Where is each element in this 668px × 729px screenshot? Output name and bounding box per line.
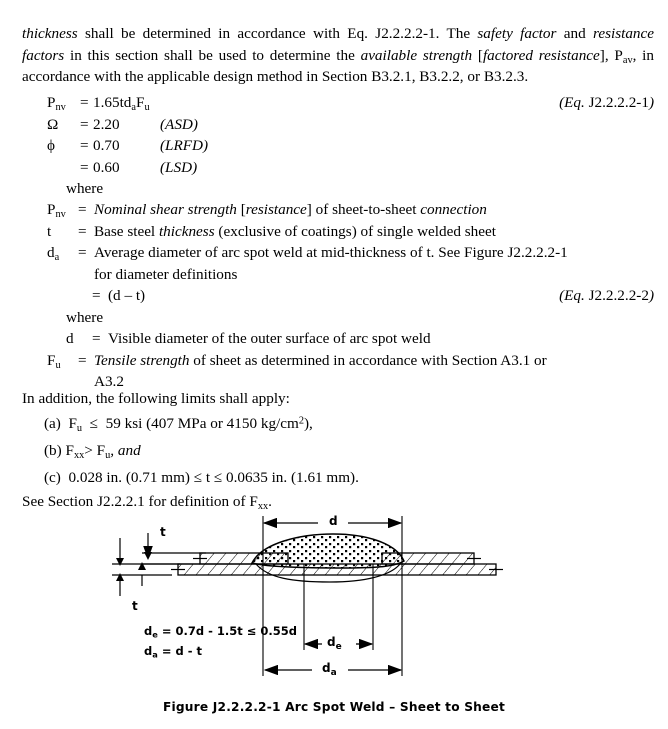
equation-method-lrfd: (LRFD) [160, 137, 209, 154]
definition-equals-da: = [78, 244, 87, 261]
paragraph-seg-9: ], P [599, 46, 623, 64]
paragraph-seg-safety-factor: safety factor [477, 25, 557, 43]
equation-row-asd [0, 114, 668, 136]
paragraph-seg-11: , in accordance with the applicable design method in Section B3.2.1, B3.2.2, or B3.2.3. [22, 46, 654, 86]
definition-row-da [0, 242, 668, 264]
limits-lead-in-row [0, 388, 668, 410]
equation-secondary-expression: (d – t) [108, 287, 146, 304]
thickness-marker-bottom [112, 538, 180, 596]
equation-row-lrfd [0, 135, 668, 157]
equation-main-number: (Eq. J2.2.2.2-1) [559, 94, 654, 111]
where-nested-label: where [66, 308, 104, 326]
figure-arc-spot-weld [0, 500, 668, 729]
definition-equals-pnv: = [78, 201, 87, 218]
limits-lead-in: In addition, the following limits shall apply: [22, 390, 290, 407]
limits-item-a [0, 410, 668, 437]
equation-symbol-phi: ϕ [47, 137, 55, 154]
definition-equals-d: = [92, 330, 101, 347]
figure-caption: Figure J2.2.2.2-1 Arc Spot Weld – Sheet to Sheet [162, 700, 506, 714]
equation-method-asd: (ASD) [160, 115, 198, 133]
definition-continuation-text-fu: A3.2 [94, 373, 124, 390]
equation-row-lsd [0, 157, 668, 179]
limits-closing-text: See Section J2.2.2.1 for definition of $F_{xx}$. [22, 493, 272, 512]
paragraph-seg-factored-resistance: factored resistance [482, 46, 600, 64]
figure-formula-de: $d_e = 0.7d - 1.5t \le 0.55d$ [144, 624, 298, 640]
paragraph-seg-available-strength: available strength [360, 46, 473, 64]
figure-label-de: $d_e$ [327, 635, 342, 653]
limits-item-b [0, 437, 668, 464]
equation-main-row [0, 92, 668, 114]
equation-equals-lsd: = [80, 158, 89, 176]
equation-value-lsd: 0.60 [93, 158, 120, 176]
limits-item-a-content: (a) $F_u \le 59$ ksi (407 MPa or 4150 $kg/cm^2$), [44, 415, 313, 434]
definition-text-t: Base steel thickness (exclusive of coatings) of single welded sheet [94, 222, 496, 240]
thickness-arrow-bottom [138, 562, 146, 570]
definition-equals-fu: = [78, 351, 87, 369]
body-paragraph [22, 23, 654, 88]
paragraph-seg-resistance-factors: resistance factors [22, 25, 655, 64]
equation-value-lrfd: 0.70 [93, 137, 120, 154]
definition-symbol-da: $d_a$ [47, 244, 60, 263]
definition-where-nested [0, 307, 668, 329]
definition-text-pnv: Nominal shear strength [resistance] of sheet-to-sheet connection [94, 201, 487, 218]
limits-item-c-content: (c) 0.028 in. (0.71 mm) ≤ t ≤ 0.0635 in. (1.61 mm). [44, 469, 359, 486]
paragraph-seg-5: in this section shall be used to determine the [64, 46, 361, 64]
equation-equals-asd: = [80, 115, 89, 133]
paragraph-seg-1: shall be determined in accordance with Eq. J2.2.2.2-1. The [77, 25, 478, 43]
equation-symbol-omega: Ω [47, 115, 59, 133]
paragraph-seg-3: and [556, 25, 593, 43]
equation-main-equals: = [80, 94, 89, 111]
definition-continuation-text-da: for diameter definitions [94, 265, 238, 283]
equation-method-lsd: (LSD) [160, 158, 198, 176]
equation-secondary-equals: = [92, 287, 101, 304]
figure-label-t-bottom: t [132, 599, 138, 613]
definition-row-pnv [0, 199, 668, 221]
where-label: where [66, 180, 104, 197]
equation-equals-lrfd: = [80, 137, 89, 154]
definition-symbol-t: t [47, 222, 52, 240]
bracket-arrow-down [116, 558, 124, 566]
thickness-marker-top [142, 533, 206, 564]
figure-label-da: $d_a$ [322, 661, 337, 679]
definition-equals-t: = [78, 222, 87, 240]
definition-continuation-da [0, 264, 668, 286]
equation-value-asd: 2.20 [93, 115, 120, 133]
definition-row-t [0, 221, 668, 243]
definition-list [0, 199, 668, 393]
thickness-arrow-top [144, 552, 152, 560]
equation-secondary-number: (Eq. J2.2.2.2-2) [559, 287, 654, 304]
definition-text-d: Visible diameter of the outer surface of arc spot weld [108, 330, 431, 347]
definition-text-da: Average diameter of arc spot weld at mid-thickness of t. See Figure J2.2.2.2-1 [94, 244, 568, 261]
equation-where-row [0, 178, 668, 200]
limits-item-b-content: (b) $F_{xx}> F_u$, and [44, 442, 141, 461]
definition-symbol-d: d [66, 330, 74, 347]
definition-row-d [0, 328, 668, 350]
definition-symbol-fu: $F_u$ [47, 351, 61, 371]
definition-row-eq2 [0, 285, 668, 307]
equation-block [0, 92, 668, 200]
figure-formula-da: $d_a = d - t$ [144, 644, 202, 660]
limits-item-c [0, 464, 668, 491]
definition-row-fu [0, 350, 668, 372]
definition-symbol-pnv: $P_{nv}$ [47, 201, 66, 220]
paragraph-subscript-av: av [622, 54, 633, 66]
paragraph-seg-7: [ [472, 46, 483, 64]
definition-text-fu: Tensile strength of sheet as determined in accordance with Section A3.1 or [94, 351, 547, 369]
bracket-arrow-up [116, 573, 124, 581]
equation-main-symbol: $P_{nv}$ [47, 94, 66, 113]
limits-block [0, 388, 668, 513]
figure-label-t-top: t [160, 525, 166, 539]
paragraph-seg-thickness: thickness [22, 25, 78, 43]
figure-label-d: d [329, 514, 338, 528]
equation-main-expression: $1.65td_aF_u$ [93, 94, 150, 113]
